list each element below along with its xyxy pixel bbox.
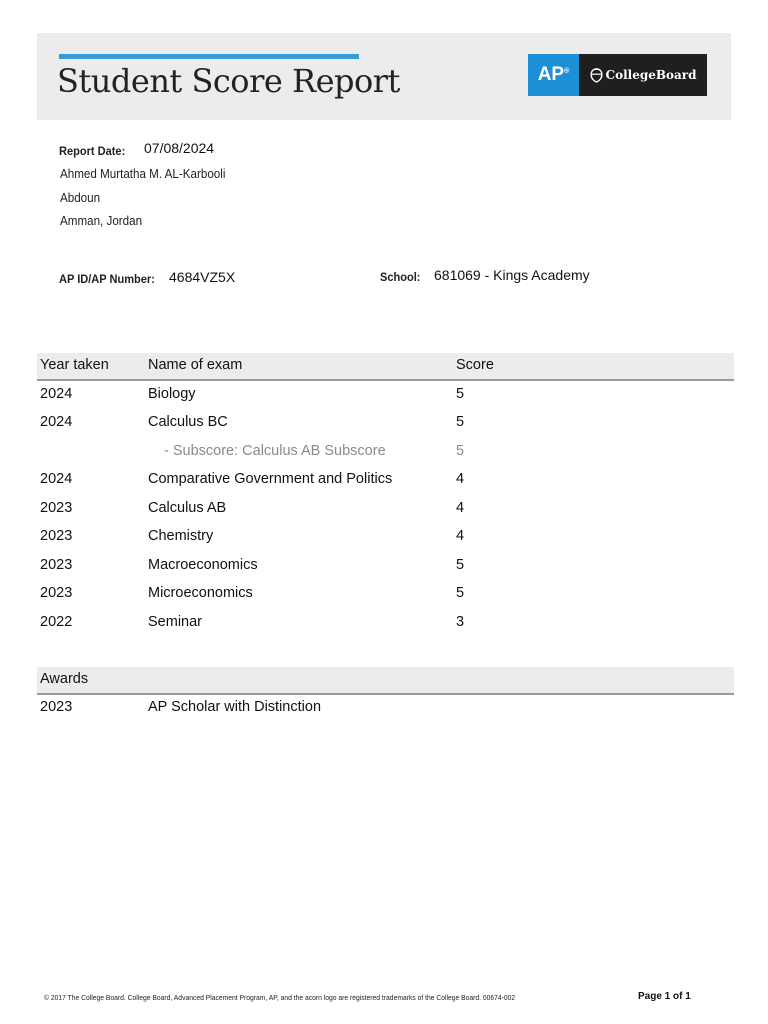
awards-header: Awards [40,671,89,687]
column-header-score: Score [456,357,494,373]
score-row-year: 2023 [40,528,73,544]
address-line-1: Abdoun [60,191,101,205]
score-row-exam: Chemistry [148,528,214,544]
collegeboard-logo-text: CollegeBoard [605,68,697,82]
column-header-exam: Name of exam [148,357,243,373]
address-line-2: Amman, Jordan [60,214,143,228]
score-row-exam: Biology [148,386,196,402]
acorn-icon [590,68,603,83]
score-row-exam: Macroeconomics [148,557,258,573]
score-row-score: 5 [456,557,465,573]
school-value: 681069 - Kings Academy [434,267,590,283]
ap-id-value: 4684VZ5X [169,269,236,285]
subscore-row-score: 5 [456,443,465,459]
score-row-score: 4 [456,471,465,487]
subscore-row-exam: - Subscore: Calculus AB Subscore [164,443,386,459]
school-label: School: [380,270,421,284]
page-title: Student Score Report [57,62,400,100]
score-row-year: 2024 [40,414,73,430]
award-row-year: 2023 [40,699,73,715]
score-row-score: 5 [456,585,465,601]
report-date-label: Report Date: [59,144,126,158]
score-row-score: 4 [456,528,465,544]
column-header-year: Year taken [40,357,109,373]
ap-logo [528,54,579,96]
score-row-year: 2022 [40,614,73,630]
awards-table-header [37,667,734,695]
student-name: Ahmed Murtatha M. AL-Karbooli [60,167,226,181]
score-row-exam: Calculus BC [148,414,228,430]
score-row-year: 2023 [40,585,73,601]
score-row-exam: Microeconomics [148,585,253,601]
ap-logo-text: AP [537,64,565,85]
copyright-notice: © 2017 The College Board. College Board, Advanced Placement Program, AP, and the acorn logo are registered trademarks of the College Board. 00674-002 [44,993,516,1002]
score-row-score: 5 [456,386,465,402]
score-row-exam: Calculus AB [148,500,227,516]
ap-id-label: AP ID/AP Number: [59,272,155,286]
score-row-exam: Comparative Government and Politics [148,471,393,487]
award-row-name: AP Scholar with Distinction [148,699,322,715]
title-accent-rule [59,54,359,59]
score-row-score: 4 [456,500,465,516]
score-row-score: 5 [456,414,465,430]
score-row-year: 2023 [40,557,73,573]
score-row-score: 3 [456,614,465,630]
scores-table-header [37,353,734,381]
page-number: Page 1 of 1 [638,991,691,1002]
score-row-year: 2024 [40,471,73,487]
collegeboard-logo [579,54,707,96]
registered-mark: ® [564,67,570,75]
score-row-exam: Seminar [148,614,202,630]
report-date-value: 07/08/2024 [144,140,215,156]
ap-collegeboard-logo [528,54,707,96]
score-row-year: 2024 [40,386,73,402]
score-row-year: 2023 [40,500,73,516]
